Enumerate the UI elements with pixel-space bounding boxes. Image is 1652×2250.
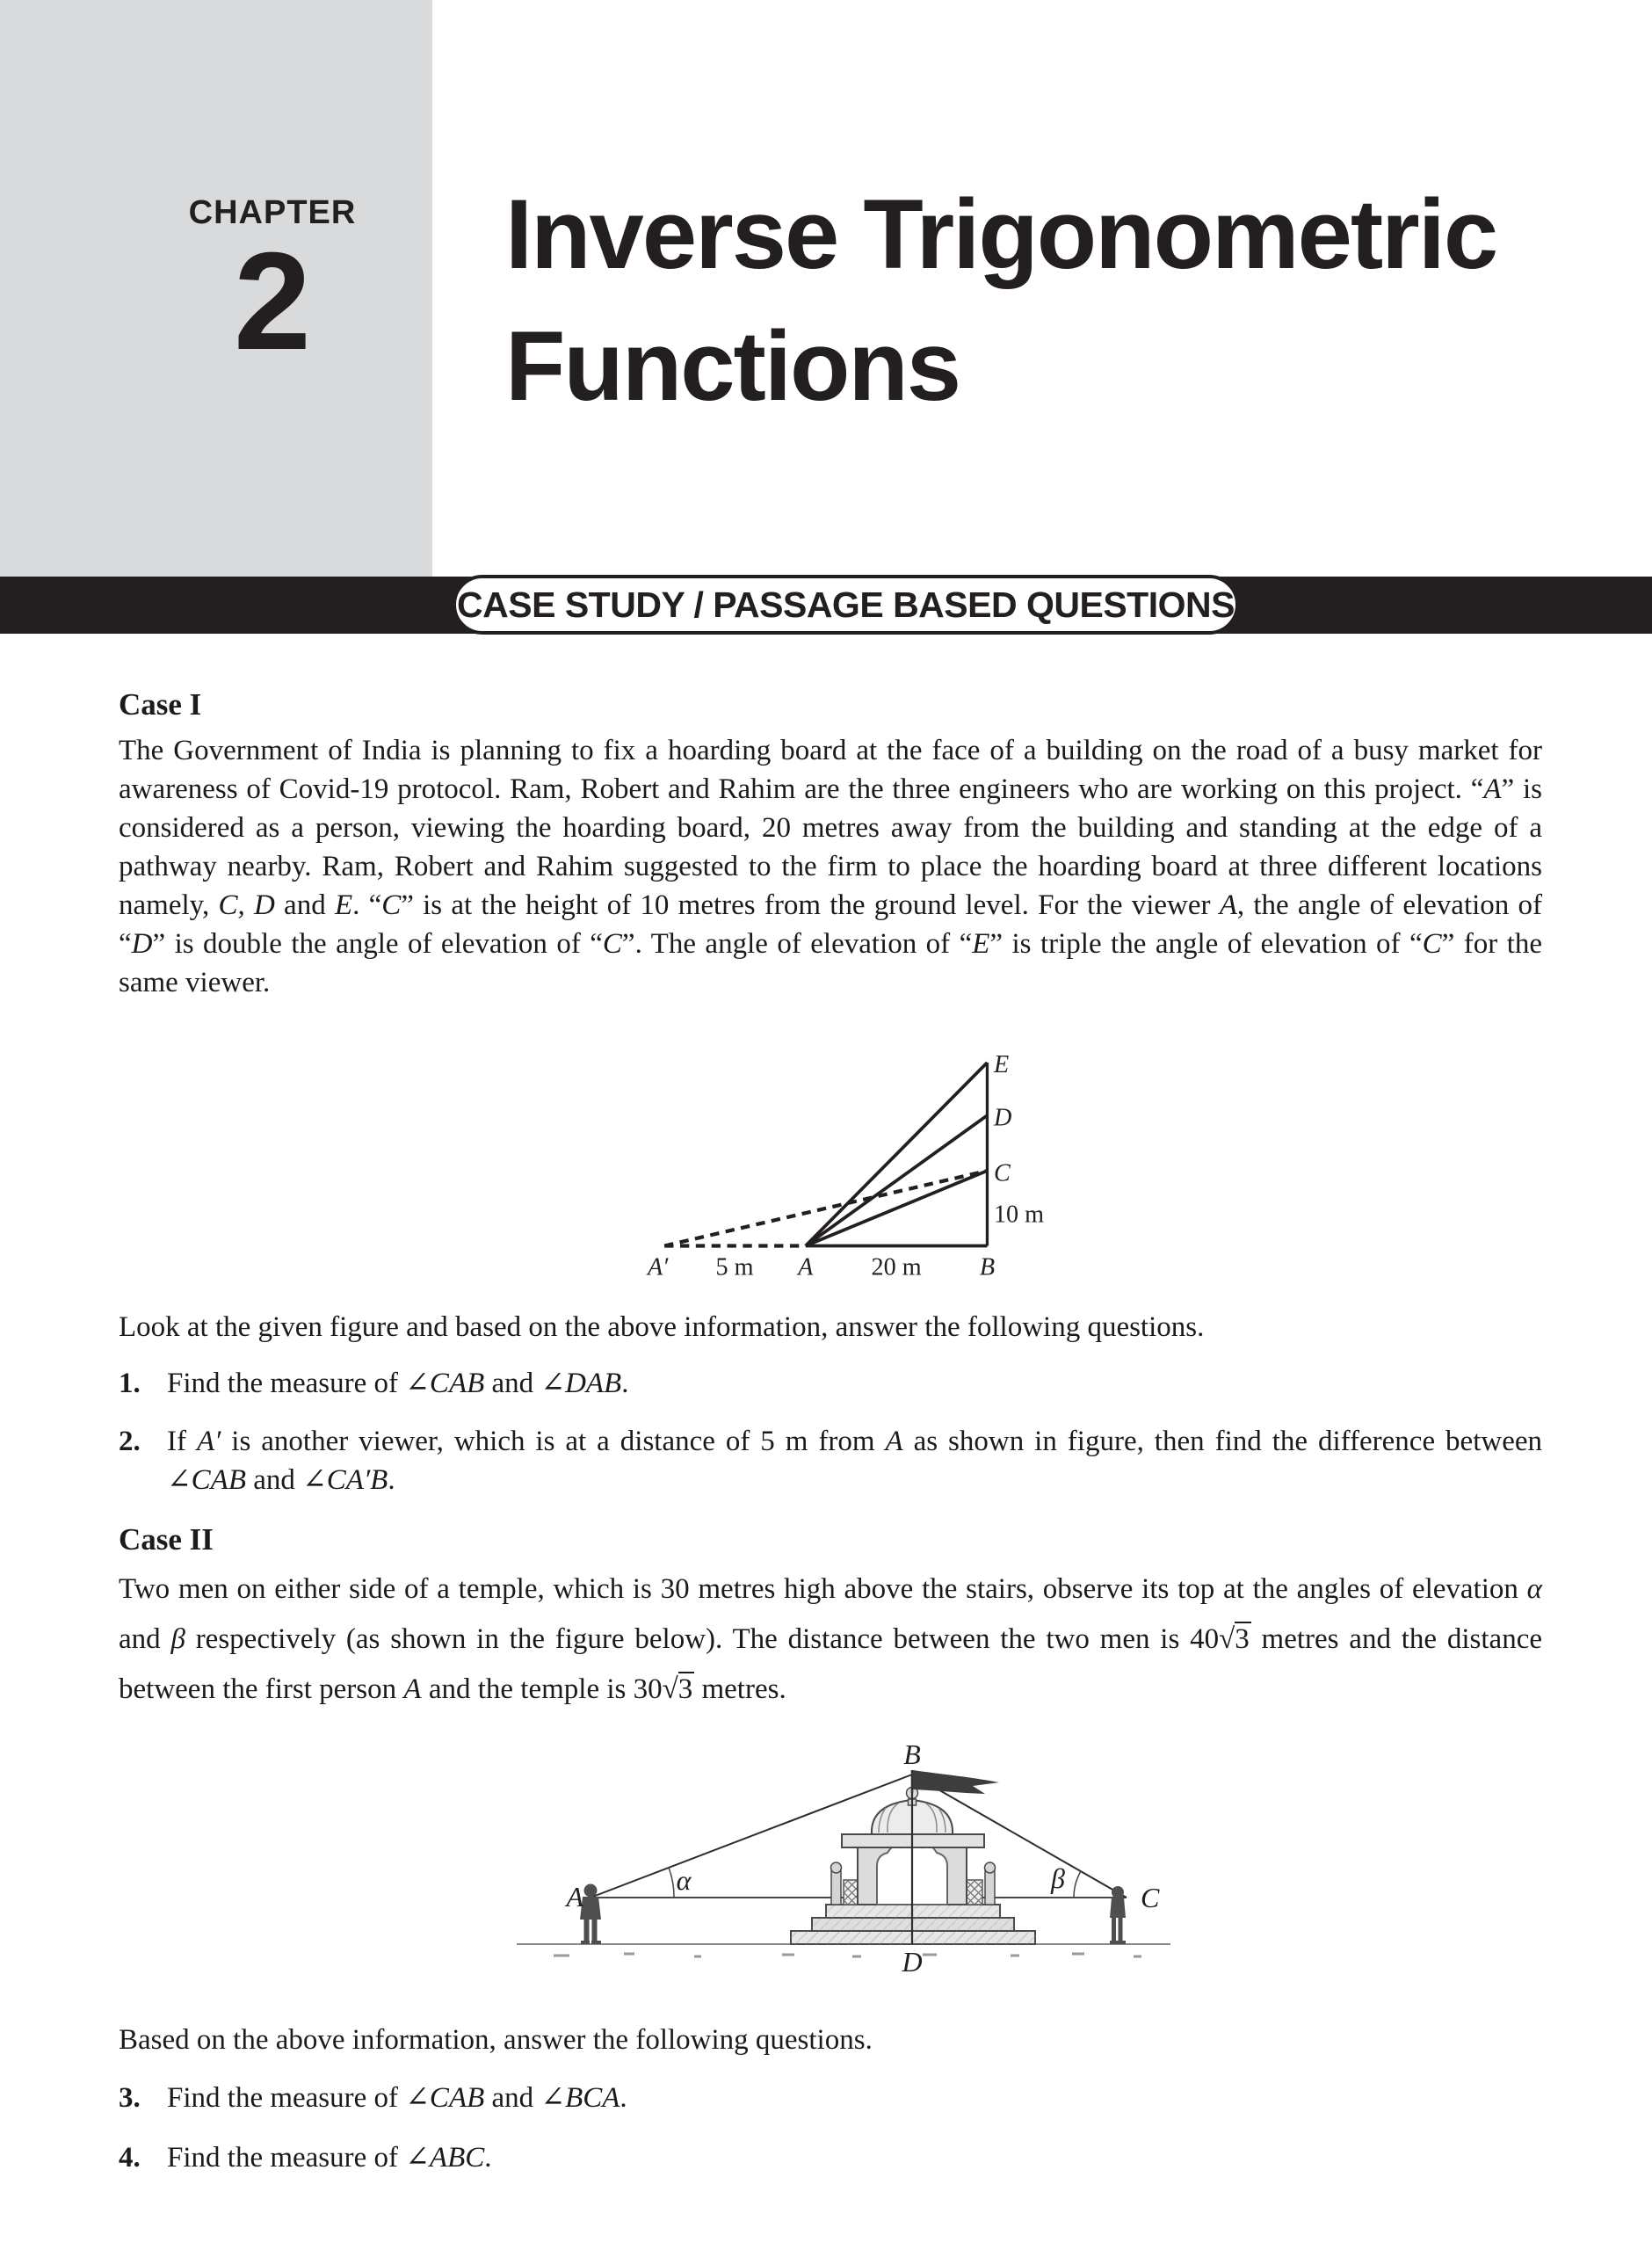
label-height-10m: 10 m [993,1201,1045,1229]
diagram-lines [664,1063,987,1246]
chapter-block [0,0,432,577]
section-banner [0,577,1652,634]
label-point-E: E [993,1051,1010,1079]
label-temple-top-B: B [903,1738,921,1770]
case1-prompt: Look at the given figure and based on the above information, answer the following questions. [119,1311,1205,1343]
label-distance-5m: 5 m [715,1253,754,1281]
question-4-text: Find the measure of ∠ABC. [167,2142,492,2174]
question-2 [119,1422,1542,1499]
label-point-B: B [979,1253,996,1281]
page-title-line1: Inverse Trigonometric [505,179,1497,289]
content-column [119,687,1542,2177]
label-point-A: A [798,1253,814,1281]
question-1-number: 1. [119,1368,141,1399]
label-point-A-prime: A′ [647,1253,669,1281]
ground [517,1944,1170,1956]
label-observer-A: A [566,1881,583,1912]
page-title-line2: Functions [505,311,960,421]
label-base-D: D [902,1946,923,1978]
label-observer-C: C [1141,1882,1160,1913]
label-angle-alpha: α [676,1864,692,1896]
chapter-number: 2 [234,224,311,379]
case1-heading: Case I [119,687,202,722]
flag [913,1770,999,1794]
question-1-text: Find the measure of ∠CAB and ∠DAB. [167,1368,629,1399]
chapter-header [112,194,432,379]
question-2-text: If A′ is another viewer, which is at a distance of 5 m from A as shown in figure, then find the difference between ∠CAB and ∠CA′B. [167,1426,1542,1496]
question-3-text: Find the measure of ∠CAB and ∠BCA. [167,2082,627,2114]
label-angle-beta: β [1051,1862,1065,1894]
label-distance-20m: 20 m [871,1253,922,1281]
case2-heading: Case II [119,1522,214,1557]
question-4-number: 4. [119,2142,141,2174]
elevation-diagram-svg [571,1021,1116,1294]
observer-C-figure [1110,1886,1126,1944]
chapter-label: CHAPTER [188,194,357,231]
label-point-C: C [993,1159,1011,1187]
question-3-number: 3. [119,2082,141,2114]
page-title [505,169,1496,432]
question-1 [119,1364,1542,1403]
question-2-number: 2. [119,1426,141,1457]
figure-elevation-diagram [571,1021,1116,1294]
question-4 [119,2138,1542,2177]
section-banner-pill: CASE STUDY / PASSAGE BASED QUESTIONS [453,575,1239,635]
figure-temple-diagram [492,1731,1195,1994]
question-3 [119,2079,1542,2117]
temple-diagram-svg [492,1731,1195,1994]
case2-prompt: Based on the above information, answer the following questions. [119,2024,873,2056]
case1-paragraph: The Government of India is planning to fix a hoarding board at the face of a building on the road of a busy market for awareness of Covid-19 protocol. Ram, Robert and Rahim are the three engineers who are working on this project. “A” is considered as a person, viewing the hoarding board, 20 metres away from the building and standing at the edge of a pathway nearby. Ram, Robert and Rahim suggested to the firm to place the hoarding board at three different locations namely, C, D and E. “C” is at the height of 10 metres from the ground level. For the viewer A, the angle of elevation of “D” is double the angle of elevation of “C”. The angle of elevation of “E” is triple the angle of elevation of “C” for the same viewer. [119,735,1543,998]
case2-paragraph: Two men on either side of a temple, which is 30 metres high above the stairs, observe its top at the angles of elevation α and β respectively (as shown in the figure below). The distance between the two men is 40√3 metres and the distance between the first person A and the temple is 30√3 metres. [119,1573,1542,1705]
label-point-D: D [993,1104,1012,1132]
